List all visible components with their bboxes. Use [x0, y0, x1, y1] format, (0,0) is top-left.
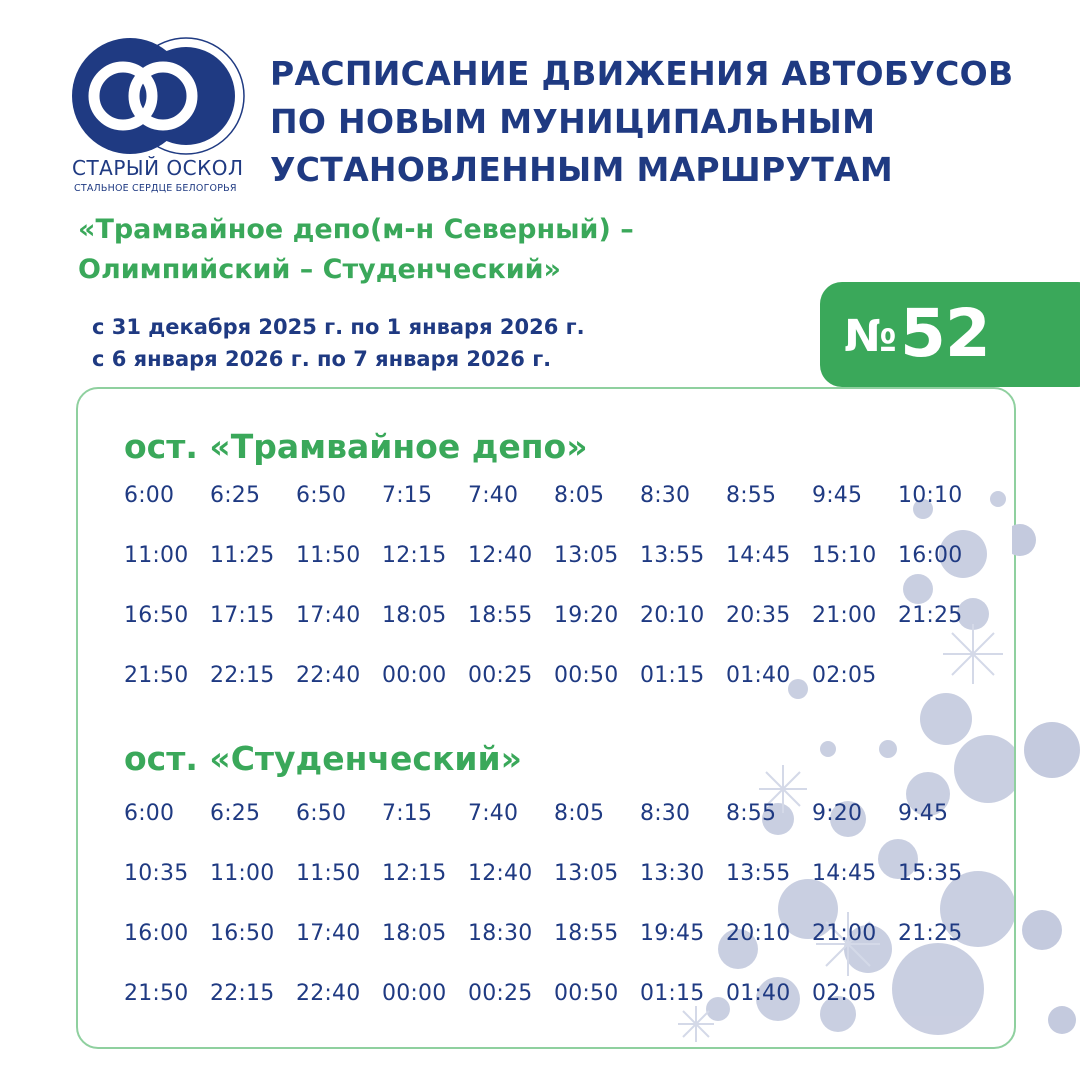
departure-time: 13:55 — [726, 861, 791, 886]
departure-time: 8:05 — [554, 801, 605, 826]
departure-time: 01:15 — [640, 663, 705, 688]
page-title — [270, 50, 1070, 194]
route-name — [78, 210, 818, 290]
departure-time: 11:50 — [296, 861, 361, 886]
departure-time: 00:25 — [468, 663, 533, 688]
departure-time: 6:00 — [124, 483, 175, 508]
departure-time: 12:15 — [382, 543, 447, 568]
departure-time: 17:40 — [296, 921, 361, 946]
departure-time: 00:50 — [554, 663, 619, 688]
departure-time: 22:15 — [210, 663, 275, 688]
departure-time: 00:50 — [554, 981, 619, 1006]
departure-time: 7:15 — [382, 483, 433, 508]
departure-time: 16:50 — [124, 603, 189, 628]
departure-time: 16:00 — [124, 921, 189, 946]
departure-time: 15:10 — [812, 543, 877, 568]
departure-time: 21:25 — [898, 603, 963, 628]
title-line: РАСПИСАНИЕ ДВИЖЕНИЯ АВТОБУСОВ — [270, 54, 1014, 93]
departure-time: 14:45 — [726, 543, 791, 568]
city-emblem-icon — [68, 36, 258, 166]
departure-time: 12:40 — [468, 861, 533, 886]
departure-time: 00:00 — [382, 981, 447, 1006]
departure-time: 14:45 — [812, 861, 877, 886]
departure-time: 18:30 — [468, 921, 533, 946]
departure-time: 21:00 — [812, 603, 877, 628]
departure-time: 00:00 — [382, 663, 447, 688]
timetable-tram-depot — [124, 481, 1004, 721]
departure-time: 10:10 — [898, 483, 963, 508]
departure-time: 01:40 — [726, 663, 791, 688]
schedule-card — [76, 387, 1016, 1049]
departure-time: 12:15 — [382, 861, 447, 886]
departure-time: 11:00 — [210, 861, 275, 886]
departure-time: 6:50 — [296, 801, 347, 826]
departure-time: 16:50 — [210, 921, 275, 946]
departure-time: 19:20 — [554, 603, 619, 628]
departure-time: 21:50 — [124, 981, 189, 1006]
departure-time: 22:40 — [296, 981, 361, 1006]
departure-time: 6:50 — [296, 483, 347, 508]
departure-time: 18:55 — [554, 921, 619, 946]
timetable-student — [124, 799, 1004, 1039]
departure-time: 18:05 — [382, 603, 447, 628]
departure-time: 9:20 — [812, 801, 863, 826]
route-line: «Трамвайное депо(м-н Северный) – — [78, 214, 634, 245]
departure-time: 13:05 — [554, 861, 619, 886]
departure-time: 20:35 — [726, 603, 791, 628]
departure-time: 22:15 — [210, 981, 275, 1006]
departure-time: 17:40 — [296, 603, 361, 628]
departure-time: 20:10 — [640, 603, 705, 628]
departure-time: 7:40 — [468, 483, 519, 508]
departure-time: 6:25 — [210, 483, 261, 508]
departure-time: 8:55 — [726, 483, 777, 508]
departure-time: 8:05 — [554, 483, 605, 508]
departure-time: 11:25 — [210, 543, 275, 568]
departure-time: 01:40 — [726, 981, 791, 1006]
departure-time: 11:00 — [124, 543, 189, 568]
departure-time: 02:05 — [812, 981, 877, 1006]
departure-time: 13:55 — [640, 543, 705, 568]
departure-time: 10:35 — [124, 861, 189, 886]
departure-time: 8:30 — [640, 801, 691, 826]
departure-time: 00:25 — [468, 981, 533, 1006]
departure-time: 19:45 — [640, 921, 705, 946]
departure-time: 9:45 — [898, 801, 949, 826]
title-line: ПО НОВЫМ МУНИЦИПАЛЬНЫМ — [270, 102, 876, 141]
departure-time: 21:25 — [898, 921, 963, 946]
city-logo — [68, 36, 258, 206]
number-sign: № — [844, 311, 897, 362]
departure-time: 18:55 — [468, 603, 533, 628]
departure-time: 8:55 — [726, 801, 777, 826]
departure-time: 6:00 — [124, 801, 175, 826]
departure-time: 7:15 — [382, 801, 433, 826]
departure-time: 12:40 — [468, 543, 533, 568]
route-line: Олимпийский – Студенческий» — [78, 254, 561, 285]
departure-time: 21:50 — [124, 663, 189, 688]
departure-time: 9:45 — [812, 483, 863, 508]
date-range: с 31 декабря 2025 г. по 1 января 2026 г. — [92, 315, 585, 339]
departure-time: 7:40 — [468, 801, 519, 826]
schedule-dates — [92, 311, 812, 375]
date-range: с 6 января 2026 г. по 7 января 2026 г. — [92, 347, 552, 371]
departure-time: 18:05 — [382, 921, 447, 946]
departure-time: 13:30 — [640, 861, 705, 886]
logo-city-name: СТАРЫЙ ОСКОЛ — [72, 156, 244, 180]
stop-title-tram-depot: ост. «Трамвайное депо» — [124, 427, 588, 466]
logo-tagline: СТАЛЬНОЕ СЕРДЦЕ БЕЛОГОРЬЯ — [74, 183, 237, 194]
departure-time: 11:50 — [296, 543, 361, 568]
departure-time: 21:00 — [812, 921, 877, 946]
departure-time: 02:05 — [812, 663, 877, 688]
departure-time: 15:35 — [898, 861, 963, 886]
departure-time: 20:10 — [726, 921, 791, 946]
departure-time: 13:05 — [554, 543, 619, 568]
side-decoration — [1012, 460, 1080, 1080]
departure-time: 01:15 — [640, 981, 705, 1006]
departure-time: 8:30 — [640, 483, 691, 508]
departure-time: 16:00 — [898, 543, 963, 568]
route-number: 52 — [900, 295, 990, 372]
stop-title-student: ост. «Студенческий» — [124, 739, 522, 778]
departure-time: 17:15 — [210, 603, 275, 628]
title-line: УСТАНОВЛЕННЫМ МАРШРУТАМ — [270, 150, 893, 189]
departure-time: 22:40 — [296, 663, 361, 688]
route-number-badge — [820, 282, 1080, 387]
departure-time: 6:25 — [210, 801, 261, 826]
